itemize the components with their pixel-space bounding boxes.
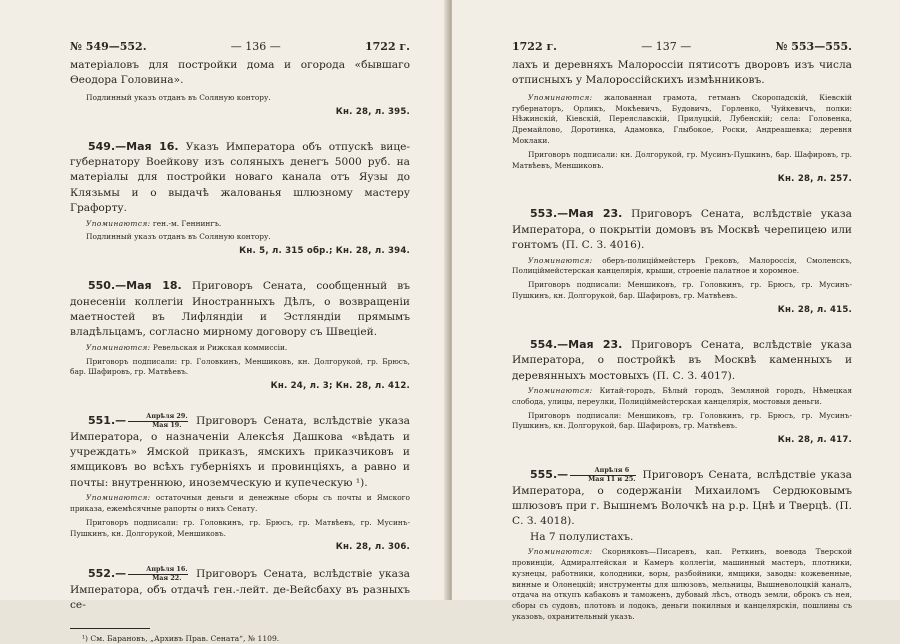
mentions-text: оберъ-полиціймейстеръ Грековъ, Малороссія, Смоленскъ, Полиціймейстерская канцелярія, крыши, строеніе палатное и хоромное. [512, 255, 852, 276]
continued-text: матеріаловъ для постройки дома и огорода «бывшаго Ѳеодора Головина». [70, 59, 410, 87]
entry-text: Приговоръ Сената, вслѣдствіе указа Императора, объ отдачѣ ген.-лейт. де-Вейсбаху въ разныхъ се- [70, 568, 410, 612]
document-range: № 549—552. [70, 40, 147, 53]
signatories: Приговоръ подписали: гр. Головкинъ, Меншиковъ, кн. Долгорукой, гр. Брюсъ, бар. Шафировъ, гр. Матвѣевъ. [70, 356, 410, 377]
left-page [0, 0, 448, 643]
entry-date-fraction: $\frac{\text{Апрѣля 16.}}{\text{Мая 22.}}$ [128, 566, 187, 582]
entry-number: 550. [88, 279, 116, 293]
entry-552: 552.— $\frac{\text{Апрѣля 16.}}{\text{Мая 22.}}$ Приговоръ Сената, вслѣдствіе указа Императора, объ отдачѣ ген.-лейт. де-Вейсбаху въ разныхъ се- [70, 565, 410, 612]
archive-reference: Кн. 28, л. 395. [335, 106, 410, 117]
sheet-count: На 7 полулистахъ. [530, 530, 634, 543]
mentions [70, 493, 410, 515]
mentions-label: Упоминаются: [86, 218, 151, 228]
mentions-label: Упоминаются: [528, 386, 593, 396]
mentions [512, 93, 852, 147]
mentions [512, 547, 852, 623]
right-page [452, 0, 900, 622]
mentions-label: Упоминаются: [86, 342, 151, 352]
entry-text: Приговоръ Сената, вслѣдствіе указа Императора, о покрытіи домовъ въ Москвѣ черепицею или гонтомъ (П. С. З. 4016). [512, 208, 853, 252]
archive-reference: Кн. 28, л. 257. [777, 174, 852, 185]
footnote: ¹) См. Барановъ, „Архивъ Прав. Сената“, № 1109. [82, 633, 280, 643]
entry-text: Приговоръ Сената, вслѣдствіе указа Императора, о назначеніи Алексѣя Дашкова «вѣдать и учреждать» Ямской приказъ, ямскихъ приказчиковъ и ямщиковъ во всѣхъ губерніяхъ и провинціяхъ, а равно и почты: внутреннюю, иноземческую и купеческую ¹). [70, 415, 410, 489]
signatories: Приговоръ подписали: Меншиковъ, гр. Головкинъ, гр. Брюсъ, гр. Мусинъ-Пушкинъ, кн. Долгорукой, бар. Шафировъ, гр. Матвѣевъ. [512, 410, 852, 431]
entry-555: 555.— $\frac{\text{Апрѣля 6}}{\text{Мая 11 и 25.}}$ Приговоръ Сената, вслѣдствіе указа Императора, о содержаніи Михаиломъ Сердюковымъ шлюзовъ при г. Вышнемъ Волочкѣ на р.р. Цнѣ и Тверцѣ. (П. С. З. 4018). На 7 полулистахъ. Упоминаются: Скорняковъ—Писаревъ, кап. Реткинъ, воевода Тверской провинціи, Адмиралтейская и Камеръ коллегіи, машинный мастеръ, плотники, кузнецы, работники, колодники, воры, разбойники, ямщики, заводы: кожевенные, винные и Олонецкій; инструменты для шлюзовъ, мельницы, Вышневолоцкій каналъ, отдача на откупъ кабаковъ и таможенъ, дубовый лѣсъ, отводъ земли, оброкъ съ нея, сборы съ судовъ, плотовъ и лодокъ, деньги покилныя и канцелярскія, пошлины съ указовъ, охранительный указъ. [512, 466, 852, 622]
archive-reference: Кн. 5, л. 315 обр.; Кн. 28, л. 394. [239, 246, 410, 257]
mentions [512, 386, 852, 408]
mentions-text: Скорняковъ—Писаревъ, кап. Реткинъ, воевода Тверской провинціи, Адмиралтейская и Камеръ коллегіи, машинный мастеръ, плотники, кузнецы, работники, колодники, воры, разбойники, ямщики, заводы: кожевенные, винные и Олонецкій; инструменты для шлюзовъ, мельницы, Вышневолоцкій каналъ, отдача на откупъ кабаковъ и таможенъ, дубовый лѣсъ, отводъ земли, оброкъ съ нея, сборы съ судовъ, плотовъ и лодокъ, деньги покилныя и канцелярскія, пошлины съ указовъ, охранительный указъ. [512, 547, 852, 622]
mentions [70, 343, 410, 354]
mentions-label: Упоминаются: [528, 255, 593, 265]
year-label: 1722 г. [364, 40, 410, 53]
entry-date-fraction: $\frac{\text{Апрѣля 29.}}{\text{Мая 19.}}$ [128, 413, 187, 429]
archive-reference: Кн. 28, л. 415. [777, 304, 852, 315]
entry-number: 552. [88, 567, 116, 581]
year-label: 1722 г. [512, 40, 558, 53]
entry-text: Приговоръ Сената, вслѣдствіе указа Императора, о содержаніи Михаиломъ Сердюковымъ шлюзовъ при г. Вышнемъ Волочкѣ на р.р. Цнѣ и Тверцѣ. (П. С. З. 4018). [512, 469, 852, 528]
signatories: Приговоръ подписали: Меншиковъ, гр. Головкинъ, гр. Брюсъ, гр. Мусинъ-Пушкинъ, кн. Долгорукой, бар. Шафировъ, гр. Матвѣевъ. [512, 280, 852, 300]
entry-number: 554. [530, 337, 558, 351]
archive-reference: Кн. 28, л. 417. [777, 435, 852, 446]
entry-date: —Мая 23. [557, 207, 623, 221]
entry-date: —Мая 23. [557, 337, 623, 351]
footnote-rule [70, 628, 150, 629]
archive-reference: Кн. 28, л. 306. [335, 542, 410, 553]
entry-text: Приговоръ Сената, сообщенный въ донесеніи коллегіи Иностранныхъ Дѣлъ, о возвращеніи маетностей въ Лифляндіи и Эстляндіи прямымъ владѣльцамъ, согласно мирному договору съ Швеціей. [70, 280, 411, 339]
continued-text: лахъ и деревняхъ Малороссіи пятисотъ дворовъ изъ числа отписныхъ у Малороссійскихъ измѣнниковъ. [512, 59, 852, 87]
mentions-label: Упоминаются: [86, 493, 151, 503]
entry-549 [70, 139, 410, 257]
entry-date: —Мая 16. [115, 139, 179, 153]
page-number: — 136 — [230, 40, 281, 53]
original-note: Подлинный указъ отданъ въ Соляную контору. [86, 232, 271, 242]
mentions [512, 256, 852, 278]
signatories: Приговоръ подписали: гр. Головкинъ, гр. Брюсъ, гр. Матвѣевъ, гр. Мусинъ-Пушкинъ, кн. Долгорукой, Меншиковъ. [70, 517, 410, 538]
entry-551: 551.— $\frac{\text{Апрѣля 29.}}{\text{Мая 19.}}$ Приговоръ Сената, вслѣдствіе указа Императора, о назначеніи Алексѣя Дашкова «вѣдать и учреждать» Ямской приказъ, ямскихъ приказчиковъ и ямщиковъ во всѣхъ губерніяхъ и провинціяхъ, а равно и почты: внутреннюю, иноземческую и купеческую ¹). Упоминаются: остаточныя деньги и денежные сборы съ почты и Ямского приказа, ежемѣсячные рапорты о нихъ Сенату. Приговоръ подписали: гр. Головкинъ, гр. Брюсъ, гр. Матвѣевъ, гр. Мусинъ-Пушкинъ, кн. Долгорукой, Меншиковъ. Кн. 28, л. 306. [70, 412, 410, 553]
right-page-header [512, 40, 852, 58]
entry-date-fraction: $\frac{\text{Апрѣля 6}}{\text{Мая 11 и 25.}}$ [570, 467, 635, 483]
mentions-text: Ревельская и Рижская коммиссіи. [152, 342, 288, 352]
entry-554 [512, 337, 852, 445]
mentions [70, 219, 410, 230]
mentions-label: Упоминаются: [528, 92, 593, 102]
entry-number: 551. [88, 414, 116, 428]
entry-date: —Мая 18. [115, 279, 182, 293]
document-range: № 553—555. [775, 40, 852, 53]
archive-reference: Кн. 24, л. 3; Кн. 28, л. 412. [270, 381, 410, 392]
entry-number: 553. [530, 207, 558, 221]
mentions-text: Китай-городъ, Бѣлый городъ, Земляной городъ, Нѣмецкая слобода, улицы, переулки, Полиціймейстерская канцелярія, мостовыя деньги. [512, 386, 852, 406]
entry-550 [70, 278, 410, 391]
mentions-text: жалованная грамота, гетманъ Скоропадскій, Кіевскій губернаторъ, Орликъ, Мокѣевичъ, Будовичъ, Горленко, Чуйкевичъ, полки: Нѣжинскій, Кіевскій, Переяславскій, Прилуцкій, Лубенскій; села: Головенка, Дремайлово, Доротинка, Адамовка, Глыбокое, Роски, Андреашевка; деревня Моклаки. [512, 92, 852, 145]
entry-text: Указъ Императора объ отпускѣ вице-губернатору Воейкову изъ соляныхъ денегъ 5000 руб. на матеріалы для постройки новаго канала отъ Яузы до Клязьмы и о выдачѣ жалованья шлюзному мастеру Графорту. [70, 140, 411, 215]
page-number: — 137 — [641, 40, 692, 53]
original-note: Подлинный указъ отданъ въ Соляную контору. [86, 92, 271, 102]
mentions-text: ген.-м. Геннингъ. [152, 218, 222, 228]
mentions-text: остаточныя деньги и денежные сборы съ почты и Ямского приказа, ежемѣсячные рапорты о нихъ Сенату. [70, 493, 410, 514]
entry-text: Приговоръ Сената, вслѣдствіе указа Императора, о постройкѣ въ Москвѣ каменныхъ и деревянныхъ мостовыхъ (П. С. З. 4017). [512, 338, 853, 382]
mentions-label: Упоминаются: [528, 547, 593, 557]
signatories: Приговоръ подписали: кн. Долгорукой, гр. Мусинъ-Пушкинъ, бар. Шафировъ, гр. Матвѣевъ, Меншиковъ. [512, 149, 852, 170]
entry-552-continued [512, 58, 852, 184]
left-page-header [70, 40, 410, 58]
entry-number: 549. [88, 139, 116, 153]
entry-553 [512, 206, 852, 314]
entry-number: 555. [530, 468, 558, 482]
